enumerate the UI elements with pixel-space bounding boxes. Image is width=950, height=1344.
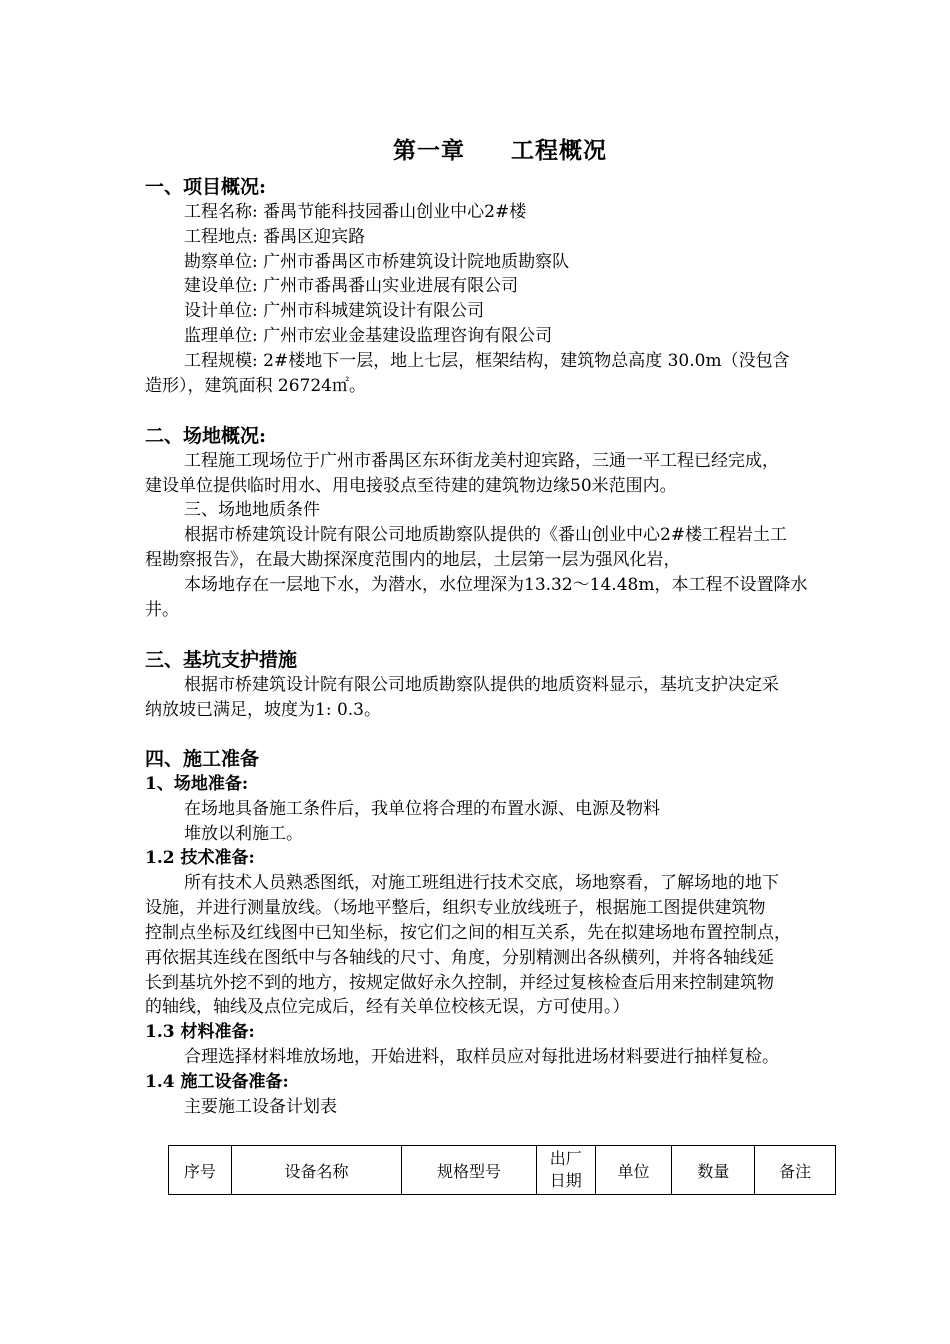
- geology-paragraph-line-1: 根据市桥建筑设计院有限公司地质勘察队提供的《番山创业中心2#楼工程岩土工: [184, 525, 788, 545]
- equipment-plan-table: [168, 1145, 836, 1195]
- groundwater-line-2: 井。: [145, 600, 179, 620]
- equipment-table-caption: 主要施工设备计划表: [184, 1097, 337, 1117]
- tech-prep-line-6: 的轴线，轴线及点位完成后，经有关单位校核无误，方可使用。）: [145, 997, 630, 1017]
- site-paragraph-line-2: 建设单位提供临时用水、用电接驳点至待建的建筑物边缘50米范围内。: [145, 476, 677, 496]
- header-cell-factory-date-line2: 日期: [549, 1171, 582, 1190]
- tech-prep-line-3: 控制点坐标及红线图中已知坐标，按它们之间的相互关系，先在拟建场地布置控制点，: [145, 923, 791, 943]
- tech-prep-line-5: 长到基坑外挖不到的地方，按规定做好永久控制，并经过复核检查后用来控制建筑物: [145, 973, 774, 993]
- section-heading-construction-prep: 四、施工准备: [145, 748, 260, 770]
- table-header-row: [169, 1146, 836, 1195]
- chapter-title: [0, 132, 950, 165]
- tech-prep-line-2: 设施，并进行测量放线。（场地平整后，组织专业放线班子，根据施工图提供建筑物: [145, 898, 766, 918]
- header-cell-remarks: 备注: [755, 1146, 836, 1195]
- project-name-line: 工程名称: 番禺节能科技园番山创业中心2#楼: [184, 202, 527, 222]
- construction-unit-line: 建设单位: 广州市番禺番山实业进展有限公司: [184, 276, 519, 296]
- section-heading-excavation-support: 三、基坑支护措施: [145, 649, 298, 671]
- project-scale-line: 工程规模: 2#楼地下一层，地上七层，框架结构，建筑物总高度 30.0m（没包含: [184, 351, 790, 371]
- section-heading-project-overview: 一、项目概况:: [145, 176, 267, 198]
- header-cell-spec-model: 规格型号: [402, 1146, 537, 1195]
- site-prep-line-2: 堆放以利施工。: [184, 824, 303, 844]
- excavation-paragraph-line-2: 纳放坡已满足，坡度为1: 0.3。: [145, 700, 381, 720]
- project-location-line: 工程地点: 番禺区迎宾路: [184, 227, 366, 247]
- chapter-name: 工程概况: [511, 137, 607, 164]
- site-paragraph-line-1: 工程施工现场位于广州市番禺区东环街龙美村迎宾路，三通一平工程已经完成，: [184, 451, 779, 471]
- subheading-site-prep: 1、场地准备:: [145, 774, 249, 794]
- survey-unit-line: 勘察单位: 广州市番禺区市桥建筑设计院地质勘察队: [184, 252, 570, 272]
- excavation-paragraph-line-1: 根据市桥建筑设计院有限公司地质勘察队提供的地质资料显示，基坑支护决定采: [184, 675, 779, 695]
- header-cell-factory-date-line1: 出厂: [549, 1149, 582, 1168]
- header-cell-factory-date: [536, 1146, 595, 1195]
- subheading-equipment-prep: 1.4 施工设备准备:: [145, 1072, 289, 1092]
- geology-subheading: 三、场地地质条件: [184, 500, 320, 520]
- design-unit-line: 设计单位: 广州市科城建筑设计有限公司: [184, 301, 485, 321]
- header-cell-equipment-name: 设备名称: [231, 1146, 401, 1195]
- project-scale-line-cont: 造形），建筑面积 26724㎡。: [145, 376, 366, 396]
- site-prep-line-1: 在场地具备施工条件后，我单位将合理的布置水源、电源及物料: [184, 799, 660, 819]
- subheading-tech-prep: 1.2 技术准备:: [145, 848, 255, 868]
- tech-prep-line-1: 所有技术人员熟悉图纸，对施工班组进行技术交底，场地察看，了解场地的地下: [184, 873, 779, 893]
- chapter-number: 第一章: [393, 137, 465, 164]
- subheading-material-prep: 1.3 材料准备:: [145, 1022, 255, 1042]
- header-cell-seq: 序号: [169, 1146, 232, 1195]
- header-cell-quantity: 数量: [672, 1146, 755, 1195]
- section-heading-site-overview: 二、场地概况:: [145, 425, 267, 447]
- geology-paragraph-line-2: 程勘察报告》，在最大勘探深度范围内的地层，土层第一层为强风化岩，: [145, 550, 681, 570]
- material-prep-line: 合理选择材料堆放场地，开始进料，取样员应对每批进场材料要进行抽样复检。: [184, 1047, 779, 1067]
- supervision-unit-line: 监理单位: 广州市宏业金基建设监理咨询有限公司: [184, 326, 553, 346]
- header-cell-unit: 单位: [595, 1146, 672, 1195]
- groundwater-line-1: 本场地存在一层地下水，为潜水，水位埋深为13.32～14.48m，本工程不设置降水: [184, 575, 808, 595]
- tech-prep-line-4: 再依据其连线在图纸中与各轴线的尺寸、角度，分别精测出各纵横列，并将各轴线延: [145, 948, 774, 968]
